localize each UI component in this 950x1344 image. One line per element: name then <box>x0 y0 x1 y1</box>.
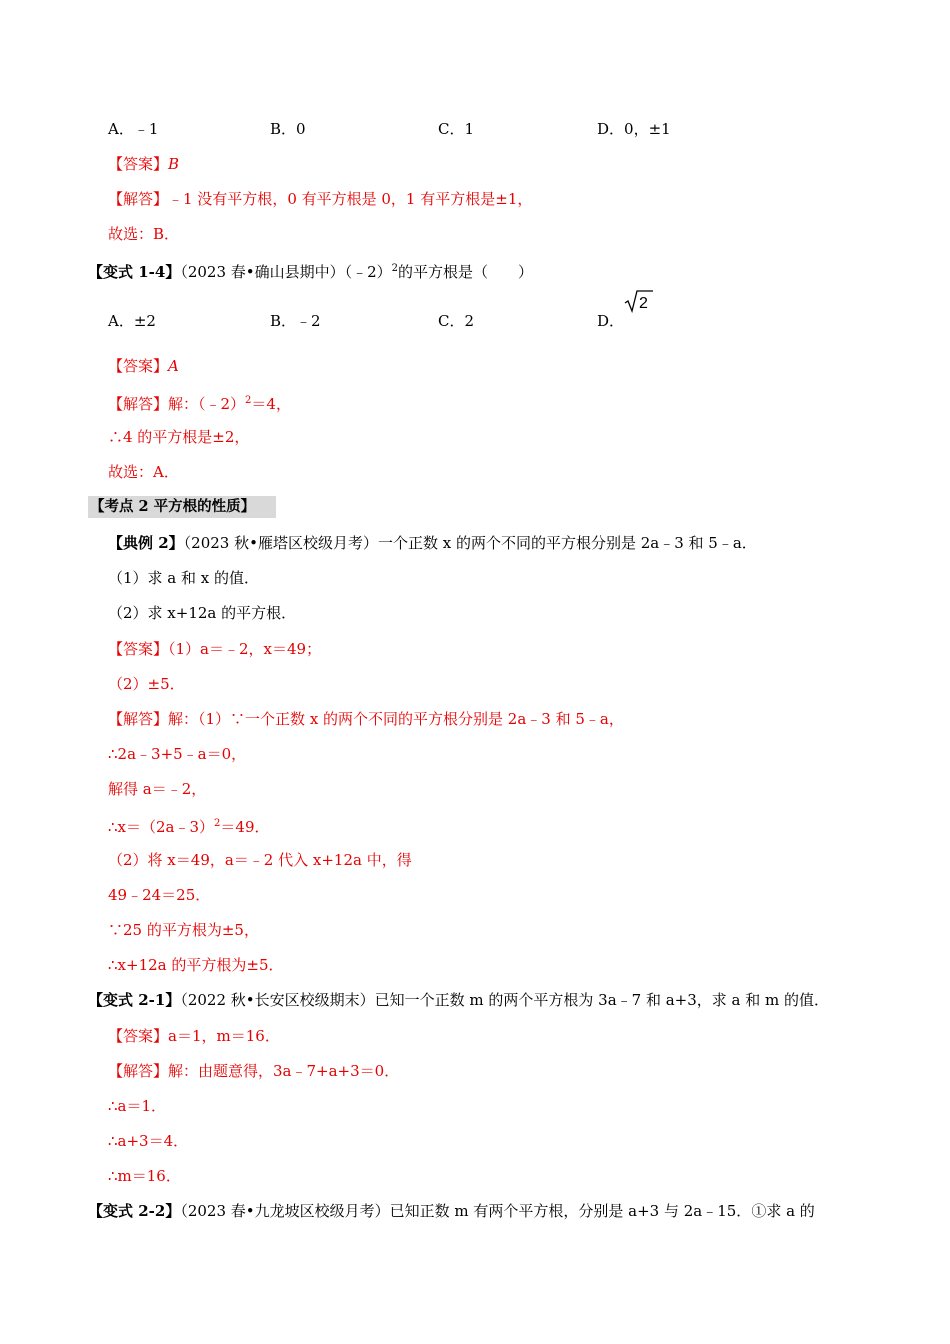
question-label: 【变式 2-1】 <box>88 991 181 1009</box>
solution-text: 【解答】解：（﹣2） <box>108 395 246 413</box>
solution-line: ∴2a﹣3+5﹣a＝0， <box>108 745 247 763</box>
sqrt-sign-icon <box>624 288 654 314</box>
option-c: C．2 <box>438 312 475 330</box>
answer-value: a＝1，m＝16． <box>168 1027 280 1045</box>
solution-text: ∴x＝（2a﹣3） <box>108 818 215 836</box>
solution-line: ∴x+12a 的平方根为±5． <box>108 956 284 974</box>
superscript: 2 <box>214 818 221 829</box>
answer-line-2: （2）±5． <box>108 675 185 693</box>
question-v14 <box>88 258 533 283</box>
option-d: D． <box>597 312 625 330</box>
answer-value: （1）a＝﹣2，x＝49； <box>168 640 322 658</box>
example-q2: （2）求 x+12a 的平方根． <box>108 604 297 622</box>
option-b: B．﹣2 <box>270 312 321 330</box>
question-label: 【变式 2-2】 <box>88 1202 181 1220</box>
answer-label: 【答案】 <box>108 357 169 375</box>
question-text: （2022 秋•长安区校级期末）已知一个正数 m 的两个平方根为 3a﹣7 和 a+3，求 a 和 m 的值． <box>180 991 830 1009</box>
solution-line: ∴4 的平方根是±2， <box>108 428 250 446</box>
solution-line: （2）将 x＝49，a＝﹣2 代入 x+12a 中，得 <box>108 851 412 869</box>
svg-text:2: 2 <box>639 295 648 312</box>
example-2 <box>108 532 757 554</box>
answer-value: B <box>168 155 180 173</box>
choose-line: 故选：B． <box>108 225 180 243</box>
answer-line <box>108 638 321 660</box>
answer-line <box>108 153 179 175</box>
solution-line: 49﹣24＝25． <box>108 886 211 904</box>
solution-tail: ＝49． <box>220 818 270 836</box>
solution-line: 【解答】解：（1）∵一个正数 x 的两个不同的平方根分别是 2a﹣3 和 5﹣a， <box>108 710 624 728</box>
answer-label: 【答案】 <box>108 1027 169 1045</box>
superscript: 2 <box>391 263 399 274</box>
sqrt-two-formula <box>624 288 654 318</box>
solution-line: ∴m＝16． <box>108 1167 181 1185</box>
option-b: B．0 <box>270 120 306 138</box>
option-c: C．1 <box>438 120 475 138</box>
question-text: （2023 春•确山县期中）（﹣2） <box>180 263 392 281</box>
question-tail: 的平方根是（ ） <box>398 263 534 281</box>
question-v22 <box>88 1200 815 1222</box>
example-label: 【典例 2】 <box>108 534 184 552</box>
solution-line: ∵25 的平方根为±5， <box>108 921 259 939</box>
option-d: D．0，±1 <box>597 120 671 138</box>
example-text: （2023 秋•雁塔区校级月考）一个正数 x 的两个不同的平方根分别是 2a﹣3 和 5﹣a． <box>183 534 757 552</box>
answer-value: A <box>168 357 179 375</box>
answer-label: 【答案】 <box>108 640 169 658</box>
option-a: A．±2 <box>108 312 156 330</box>
solution-tail: ＝4， <box>251 395 291 413</box>
solution-line: 解得 a＝﹣2， <box>108 780 207 798</box>
answer-label: 【答案】 <box>108 155 169 173</box>
section-heading: 【考点 2 平方根的性质】 <box>88 496 276 518</box>
question-v21 <box>88 989 829 1011</box>
solution-line: 【解答】﹣1 没有平方根，0 有平方根是 0，1 有平方根是±1， <box>108 190 533 208</box>
answer-line <box>108 355 179 377</box>
choose-line: 故选：A． <box>108 463 179 481</box>
solution-line: 【解答】解：由题意得，3a﹣7+a+3＝0． <box>108 1062 400 1080</box>
answer-line <box>108 1025 280 1047</box>
superscript: 2 <box>245 395 252 406</box>
option-a: A．﹣1 <box>108 120 159 138</box>
question-text: （2023 春•九龙坡区校级月考）已知正数 m 有两个平方根，分别是 a+3 与 2a﹣15．①求 a 的 <box>180 1202 815 1220</box>
example-q1: （1）求 a 和 x 的值． <box>108 569 260 587</box>
solution-line: ∴a+3＝4． <box>108 1132 189 1150</box>
question-label: 【变式 1-4】 <box>88 263 181 281</box>
solution-line <box>108 813 270 838</box>
solution-line <box>108 390 291 415</box>
solution-line: ∴a＝1． <box>108 1097 167 1115</box>
